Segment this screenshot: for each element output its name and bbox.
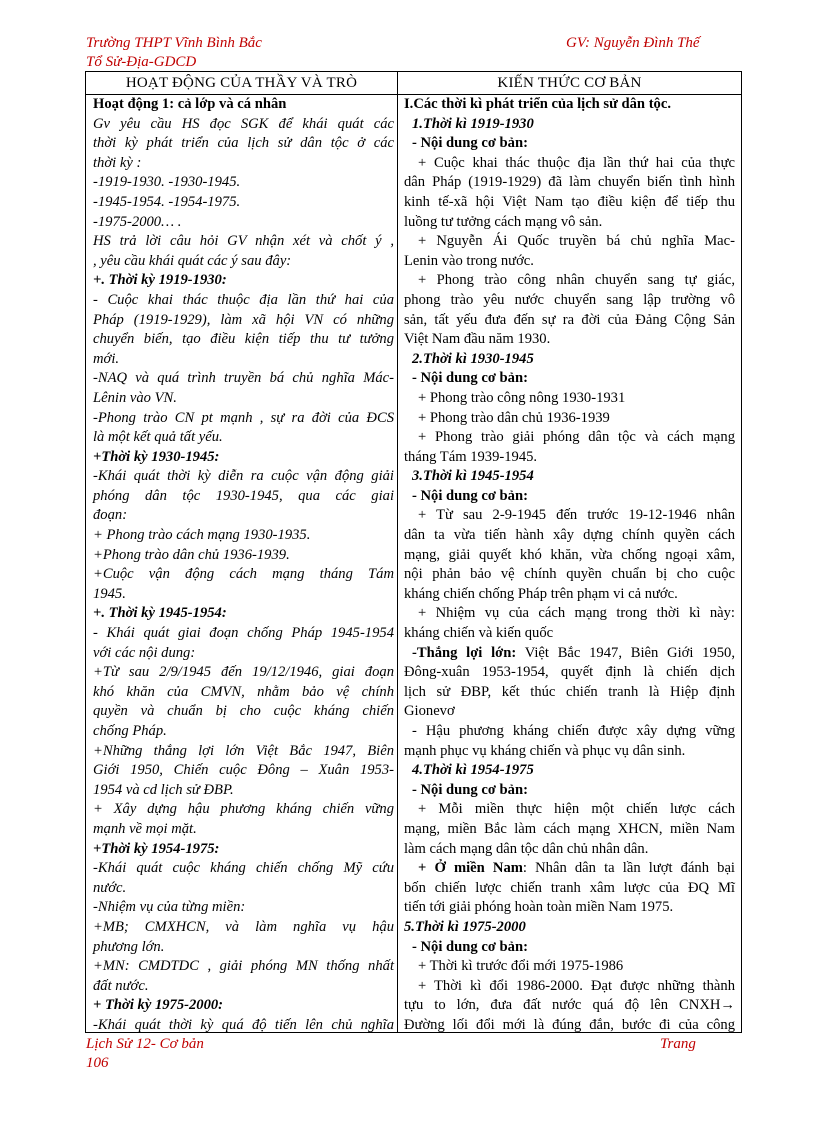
bold-lead: -Thắng lợi lớn: <box>412 644 517 661</box>
activity-line: đoạn: <box>93 507 128 524</box>
footer-subject: Lịch Sử 12- Cơ bản <box>86 1036 204 1052</box>
knowledge-line: làm cách mạng dân tộc dân chủ nhân dân. <box>404 840 649 857</box>
knowledge-line: Đường lối đổi mới là đúng đắn, bước đi của công <box>404 1016 735 1032</box>
activity-line: phương lớn. <box>93 938 165 955</box>
activity-line: -1919-1930. -1930-1945. <box>93 174 241 191</box>
knowledge-line: kháng chiến và kiến quốc <box>404 625 554 642</box>
activity-line: -Khái quát thời kỳ quá độ tiến lên chủ nghĩa <box>93 1016 394 1032</box>
knowledge-line: - Nội dung cơ bản: <box>412 370 528 387</box>
knowledge-line: + Phong trào giải phóng dân tộc và cách mạng <box>418 429 735 446</box>
department-name: Tổ Sử-Địa-GDCD <box>86 54 197 70</box>
activity-line: khó khăn của CMVN, nhằm bảo vệ chính <box>93 683 394 700</box>
activity-line: +Phong trào dân chủ 1936-1939. <box>93 546 290 563</box>
knowledge-line: -Thắng lợi lớn: Việt Bắc 1947, Biên Giới 1950, <box>412 644 735 661</box>
activities-content <box>86 95 397 1032</box>
activity-line: + Thời kỳ 1975-2000: <box>93 997 224 1014</box>
activity-line: 1954 và cd lịch sử ĐBP. <box>93 781 234 798</box>
lesson-table <box>85 71 742 1033</box>
activity-line: Lênin vào VN. <box>93 389 177 406</box>
activity-line: -Nhiệm vụ của từng miền: <box>93 899 246 916</box>
knowledge-line: luồng tư tưởng cách mạng vô sản. <box>404 213 603 230</box>
knowledge-line: + Phong trào công nhân chuyển sang tự giác, <box>418 272 735 289</box>
activity-line: +MN: CMDTDC , giải phóng MN thống nhất <box>93 958 394 975</box>
column-header-knowledge: KIẾN THỨC CƠ BẢN <box>398 72 742 95</box>
activity-line: -Khái quát cuộc kháng chiến chống Mỹ cứu <box>93 860 394 877</box>
activity-line: +Từ sau 2/9/1945 đến 19/12/1946, giai đoạn <box>93 664 394 681</box>
activity-line: + Xây dựng hậu phương kháng chiến vững <box>93 801 394 818</box>
footer-page-label: Trang <box>660 1036 696 1052</box>
activity-line: đất nước. <box>93 977 149 994</box>
activity-line: nước. <box>93 879 127 896</box>
activity-line: +. Thời kỳ 1945-1954: <box>93 605 227 622</box>
activity-line: thời kỳ phát triển của lịch sử dân tộc ở các <box>93 135 394 152</box>
knowledge-line: + Từ sau 2-9-1945 đến trước 19-12-1946 nhân <box>418 507 735 524</box>
activity-line: với các nội dung: <box>93 644 196 661</box>
activities-cell <box>86 95 398 1033</box>
knowledge-line: + Ở miền Nam: Nhân dân ta lần lượt đánh bại <box>418 860 735 877</box>
knowledge-line: + Thời kì trước đổi mới 1975-1986 <box>418 958 624 975</box>
activity-line: +Cuộc vận động cách mạng tháng Tám <box>93 566 394 583</box>
activity-line: là một kết quả tất yếu. <box>93 429 223 446</box>
column-header-activities: HOẠT ĐỘNG CỦA THẦY VÀ TRÒ <box>86 72 398 95</box>
activity-line: mới. <box>93 350 120 367</box>
knowledge-line: nội phản bảo vệ chính quyền chuẩn bị cho cuộc <box>404 566 735 583</box>
knowledge-line: tháng Tám 1939-1945. <box>404 448 538 465</box>
knowledge-line: Đông-xuân 1953-1954, quyết định là chiến dịch <box>404 664 735 681</box>
school-name: Trường THPT Vĩnh Bình Bắc <box>86 35 262 51</box>
knowledge-line: bốn chiến lược chiến tranh xâm lược của ĐQ Mĩ <box>404 879 735 896</box>
footer-page-number: 106 <box>86 1055 109 1071</box>
knowledge-line: kinh tế-xã hội Việt Nam tạo điều kiện để tiếp thu <box>404 193 735 210</box>
page-header-left <box>86 34 262 72</box>
activity-line: , yêu cầu khái quát các ý sau đây: <box>93 252 292 269</box>
knowledge-line: Lenin vào trong nước. <box>404 252 534 269</box>
knowledge-line: dân ta vừa tiến hành xây dựng chính quyền cách <box>404 527 735 544</box>
activity-line: HS trả lời câu hỏi GV nhận xét và chốt ý , <box>93 233 394 250</box>
activity-line: -1945-1954. -1954-1975. <box>93 193 241 210</box>
activity-line: chuyển biến, tạo điều kiện tiếp thu tư tưởng <box>93 331 394 348</box>
bold-lead: + Ở miền Nam <box>418 860 523 877</box>
knowledge-line: mạnh phục vụ kháng chiến và phục vụ dân sinh. <box>404 742 686 759</box>
activity-line: chống Pháp. <box>93 723 167 739</box>
knowledge-line: phong trào yêu nước chuyển sang lập trường vô <box>404 291 735 308</box>
knowledge-line: + Phong trào công nông 1930-1931 <box>418 389 626 406</box>
knowledge-line: Gionevơ <box>404 703 455 720</box>
knowledge-line: lịch sử ĐBP, kết thúc chiến tranh là Hiệp định <box>404 683 735 700</box>
activity-line: -NAQ và quá trình truyền bá chủ nghĩa Mác- <box>93 370 394 387</box>
activity-line: quyền và chuẩn bị cho cuộc kháng chiến <box>93 703 394 720</box>
knowledge-line: 2.Thời kì 1930-1945 <box>412 350 534 367</box>
activity-line: +Thời kỳ 1930-1945: <box>93 448 220 465</box>
activity-line: +Những thắng lợi lớn Việt Bắc 1947, Biên <box>93 742 394 759</box>
activity-line: - Khái quát giai đoạn chống Pháp 1945-1954 <box>93 625 394 642</box>
activity-line: thời kỳ : <box>93 154 142 171</box>
activity-line: Gv yêu cầu HS đọc SGK để khái quát các <box>93 115 394 132</box>
knowledge-line: + Nguyễn Ái Quốc truyền bá chủ nghĩa Mac- <box>418 233 735 250</box>
knowledge-line: - Nội dung cơ bản: <box>412 135 528 152</box>
knowledge-line: sản, tất yếu đưa đến sự ra đời của Đảng Cộng Sản <box>404 311 735 328</box>
activity-line: Hoạt động 1: cả lớp và cá nhân <box>93 96 287 112</box>
knowledge-cell <box>398 95 742 1033</box>
activity-line: - Cuộc khai thác thuộc địa lần thứ hai của <box>93 291 394 308</box>
activity-line: +MB; CMXHCN, và làm nghĩa vụ hậu <box>93 918 394 935</box>
knowledge-line: - Nội dung cơ bản: <box>412 938 528 955</box>
activity-line: -Phong trào CN pt mạnh , sự ra đời của ĐCS <box>93 409 394 426</box>
page-footer-left <box>86 1035 204 1073</box>
activity-line: Giới 1950, Chiến cuộc Đông – Xuân 1953- <box>93 762 394 779</box>
activity-line: +Thời kỳ 1954-1975: <box>93 840 220 857</box>
knowledge-content <box>398 95 741 1032</box>
activity-line: phóng dân tộc 1930-1945, qua các giai <box>93 487 394 504</box>
activity-line: +. Thời kỳ 1919-1930: <box>93 272 227 289</box>
activity-line: mạnh về mọi mặt. <box>93 820 197 837</box>
activity-line: -1975-2000… . <box>93 213 182 230</box>
knowledge-line: 1.Thời kì 1919-1930 <box>412 115 534 132</box>
knowledge-line: dân Pháp (1919-1929) đã làm chuyển biến tình hình <box>404 174 735 191</box>
activity-line: + Phong trào cách mạng 1930-1935. <box>93 527 311 544</box>
knowledge-line: mạng, miền Bắc làm cách mạng XHCN, miền Nam <box>404 820 735 837</box>
knowledge-line: - Nội dung cơ bản: <box>412 487 528 504</box>
knowledge-line: + Phong trào dân chủ 1936-1939 <box>418 409 610 426</box>
knowledge-line: Việt Nam đầu năm 1930. <box>404 331 551 348</box>
knowledge-line: 5.Thời kì 1975-2000 <box>404 918 526 935</box>
activity-line: 1945. <box>93 585 126 602</box>
knowledge-line: - Nội dung cơ bản: <box>412 781 528 798</box>
knowledge-line: + Cuộc khai thác thuộc địa lần thứ hai của thực <box>418 154 735 171</box>
knowledge-line: 3.Thời kì 1945-1954 <box>412 468 534 485</box>
knowledge-line: mạng, giải quyết khó khăn, vừa chống ngoại xâm, <box>404 546 735 563</box>
table-header-row <box>86 72 742 95</box>
table-body-row <box>86 95 742 1033</box>
activity-line: -Khái quát thời kỳ diễn ra cuộc vận động giải <box>93 468 394 485</box>
knowledge-line: tiến tới giải phóng hoàn toàn miền Nam 1975. <box>404 899 674 916</box>
knowledge-line: + Thời kì đổi 1986-2000. Đạt được những thành <box>418 977 735 994</box>
knowledge-line: + Mỗi miền thực hiện một chiến lược cách <box>418 801 735 818</box>
knowledge-line: tựu to lớn, đưa đất nước quá độ lên CNXH→ <box>404 997 735 1014</box>
knowledge-line: I.Các thời kì phát triển của lịch sử dân tộc. <box>404 96 671 112</box>
knowledge-line: kháng chiến chống Pháp trên phạm vi cả nước. <box>404 585 678 602</box>
activity-line: Pháp (1919-1929), làm xã hội VN có những <box>93 311 394 328</box>
knowledge-line: + Nhiệm vụ của cách mạng trong thời kì này: <box>418 605 735 622</box>
teacher-name: GV: Nguyễn Đình Thế <box>566 35 700 51</box>
knowledge-line: 4.Thời kì 1954-1975 <box>412 762 534 779</box>
knowledge-line: - Hậu phương kháng chiến được xây dựng vững <box>412 723 735 739</box>
